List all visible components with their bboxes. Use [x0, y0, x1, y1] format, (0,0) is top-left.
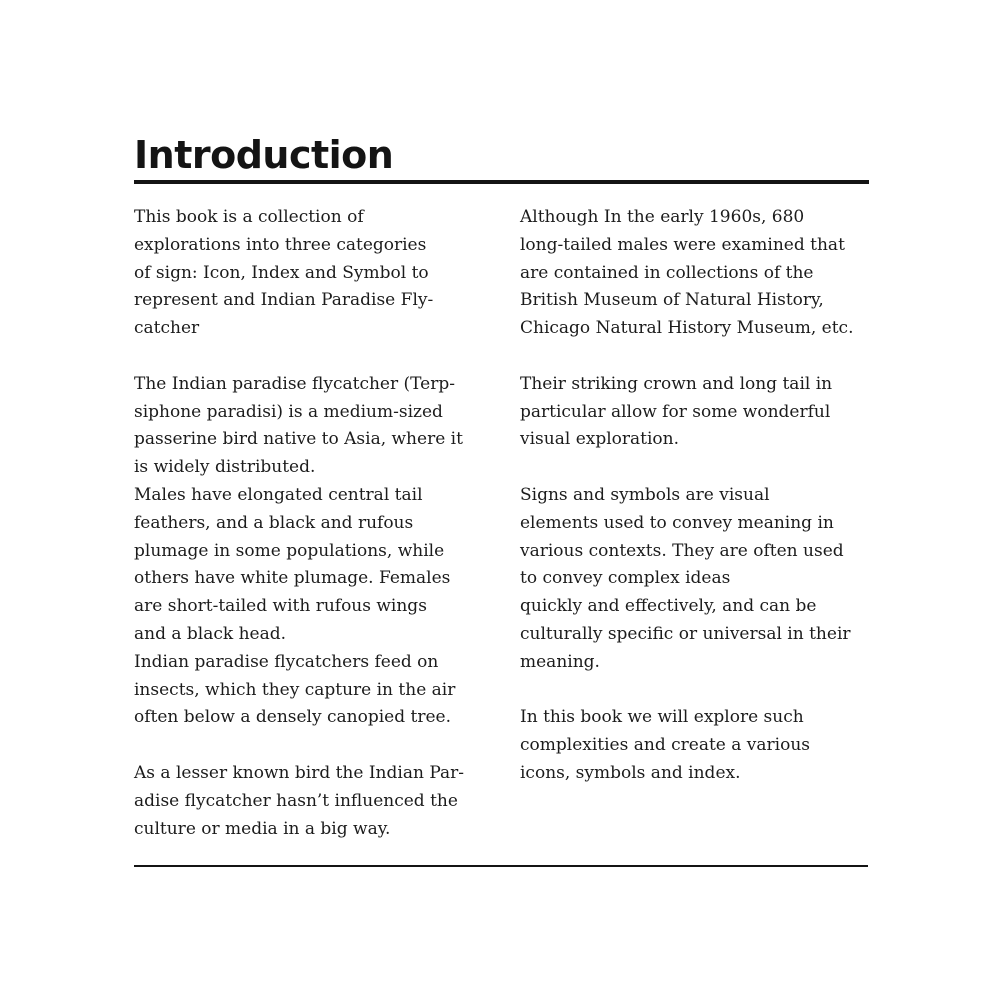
paragraph-signs-and-symbols: [520, 482, 890, 677]
text-line: insects, which they capture in the air: [134, 679, 456, 700]
paragraph-gap: [134, 343, 504, 371]
text-line: British Museum of Natural History,: [520, 290, 824, 311]
text-line: Their striking crown and long tail in: [520, 373, 833, 394]
left-column: [134, 204, 504, 843]
text-line: elements used to convey meaning in: [520, 512, 834, 533]
text-line: visual exploration.: [520, 429, 680, 450]
text-line: to convey complex ideas: [520, 568, 731, 589]
text-line: feathers, and a black and rufous: [134, 512, 414, 533]
paragraph-gap: [520, 343, 890, 371]
paragraph-gap: [134, 732, 504, 760]
text-line: particular allow for some wonderful: [520, 401, 831, 422]
text-line: plumage in some populations, while: [134, 540, 445, 561]
paragraph-cultural-influence: [134, 760, 504, 843]
text-line: culturally specific or universal in their: [520, 623, 851, 644]
page-title: Introduction: [134, 133, 394, 177]
text-line: As a lesser known bird the Indian Par-: [134, 762, 464, 783]
text-line: Although In the early 1960s, 680: [520, 207, 805, 227]
text-line: others have white plumage. Females: [134, 568, 451, 589]
text-line: catcher: [134, 318, 200, 339]
title-divider: [134, 180, 869, 184]
text-line: meaning.: [520, 651, 600, 672]
text-line: The Indian paradise flycatcher (Terp-: [134, 373, 455, 394]
text-line: various contexts. They are often used: [520, 540, 844, 561]
text-line: represent and Indian Paradise Fly-: [134, 290, 434, 311]
text-line: is widely distributed.: [134, 457, 316, 478]
bottom-divider: [134, 865, 868, 867]
text-line: icons, symbols and index.: [520, 762, 741, 783]
text-line: Indian paradise flycatchers feed on: [134, 651, 439, 672]
paragraph-book-collection: [134, 204, 504, 343]
text-line: are contained in collections of the: [520, 262, 814, 283]
text-line: of sign: Icon, Index and Symbol to: [134, 262, 429, 283]
text-line: complexities and create a various: [520, 735, 810, 756]
text-line: culture or media in a big way.: [134, 818, 391, 839]
text-line: This book is a collection of: [134, 207, 364, 227]
text-line: siphone paradisi) is a medium-sized: [134, 401, 443, 422]
text-line: long-tailed males were examined that: [520, 234, 845, 255]
text-line: and a black head.: [134, 623, 287, 644]
paragraph-gap: [520, 677, 890, 705]
text-line: adise flycatcher hasn’t influenced the: [134, 790, 458, 811]
text-line: quickly and effectively, and can be: [520, 596, 817, 617]
text-line: are short-tailed with rufous wings: [134, 596, 427, 617]
paragraph-gap: [520, 454, 890, 482]
paragraph-crown-and-tail: [520, 371, 890, 454]
paragraph-bird-description: [134, 371, 504, 732]
paragraph-museum-collections: [520, 204, 890, 343]
text-line: Signs and symbols are visual: [520, 484, 770, 505]
text-line: passerine bird native to Asia, where it: [134, 429, 463, 450]
text-line: Males have elongated central tail: [134, 484, 423, 505]
right-column: [520, 204, 890, 788]
paragraph-book-explore: [520, 704, 890, 787]
text-line: explorations into three categories: [134, 234, 427, 255]
text-line: In this book we will explore such: [520, 707, 804, 728]
text-line: often below a densely canopied tree.: [134, 707, 451, 728]
text-line: Chicago Natural History Museum, etc.: [520, 318, 854, 339]
